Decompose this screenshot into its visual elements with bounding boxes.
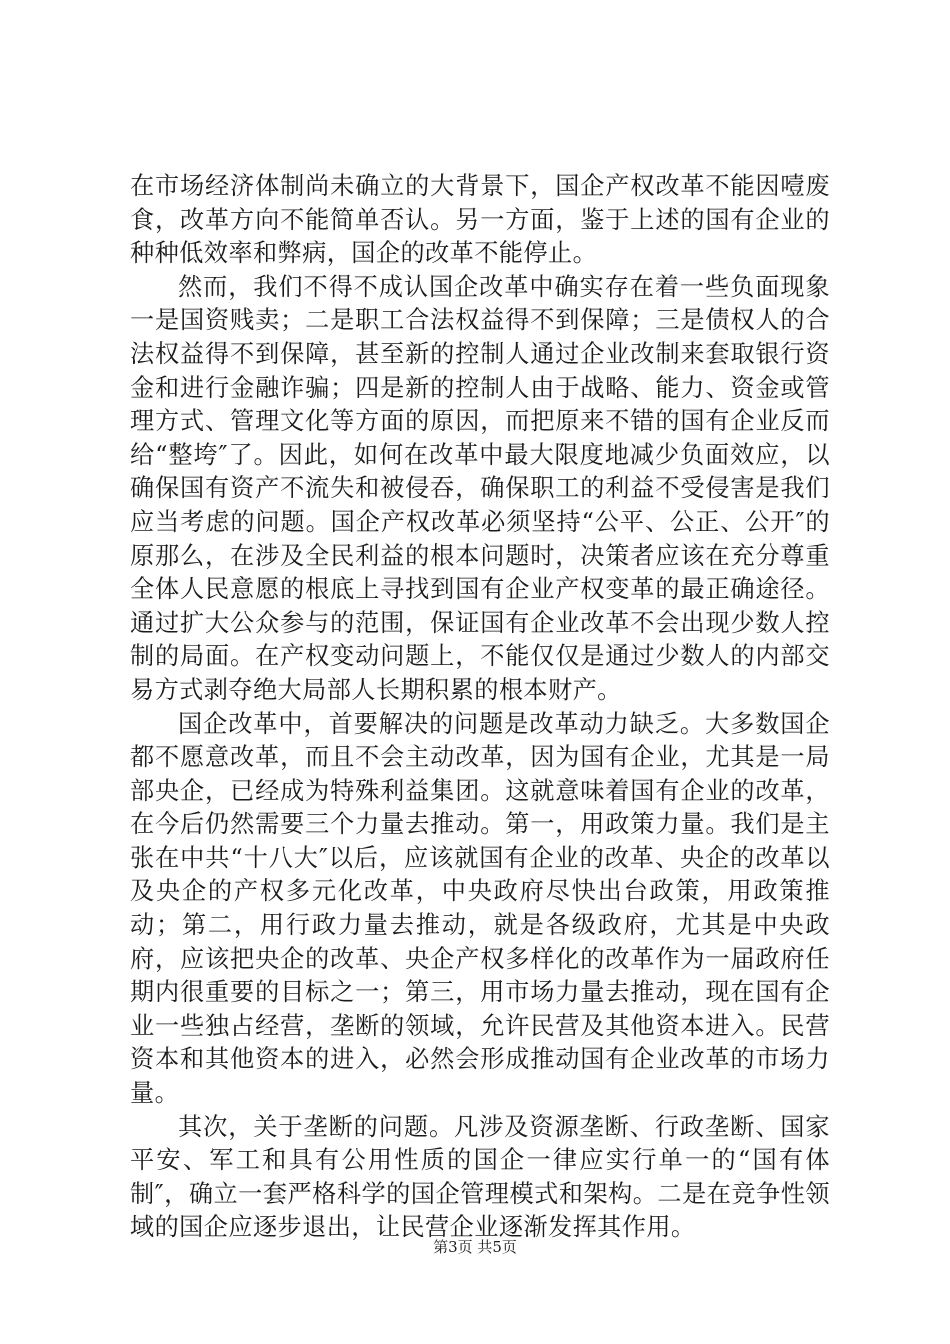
page-footer: 第3页 共5页 xyxy=(433,1238,517,1256)
paragraph-4: 其次，关于垄断的问题。凡涉及资源垄断、行政垄断、国家平安、军工和具有公用性质的国企一律应实行单一的“国有体制″，确立一套严格科学的国企管理模式和架构。二是在竞争性领域的国企应逐步退出，让民营企业逐渐发挥其作用。 xyxy=(130,1112,830,1242)
paragraph-3: 国企改革中，首要解决的问题是改革动力缺乏。大多数国企都不愿意改革，而且不会主动改革，因为国有企业，尤其是一局部央企，已经成为特殊利益集团。这就意味着国有企业的改革，在今后仍然需要三个力量去推动。第一，用政策力量。我们是主张在中共“十八大″以后，应该就国有企业的改革、央企的改革以及央企的产权多元化改革，中央政府尽快出台政策，用政策推动；第二，用行政力量去推动，就是各级政府，尤其是中央政府，应该把央企的改革、央企产权多样化的改革作为一届政府任期内很重要的目标之一；第三，用市场力量去推动，现在国有企业一些独占经营，垄断的领域，允许民营及其他资本进入。民营资本和其他资本的进入，必然会形成推动国有企业改革的市场力量。 xyxy=(130,709,830,1108)
paragraph-1: 在市场经济体制尚未确立的大背景下，国企产权改革不能因噎废食，改革方向不能简单否认。另一方面，鉴于上述的国有企业的种种低效率和弊病，国企的改革不能停止。 xyxy=(130,172,830,268)
paragraph-2: 然而，我们不得不成认国企改革中确实存在着一些负面现象一是国资贱卖；二是职工合法权益得不到保障；三是债权人的合法权益得不到保障，甚至新的控制人通过企业改制来套取银行资金和进行金融诈骗；四是新的控制人由于战略、能力、资金或管理方式、管理文化等方面的原因，而把原来不错的国有企业反而给“整垮″了。因此，如何在改革中最大限度地减少负面效应，以确保国有资产不流失和被侵吞，确保职工的利益不受侵害是我们应当考虑的问题。国企产权改革必须坚持“公平、公正、公开″的原那么，在涉及全民利益的根本问题时，决策者应该在充分尊重全体人民意愿的根底上寻找到国有企业产权变革的最正确途径。通过扩大公众参与的范围，保证国有企业改革不会出现少数人控制的局面。在产权变动问题上，不能仅仅是通过少数人的内部交易方式剥夺绝大局部人长期积累的根本财产。 xyxy=(130,272,830,704)
document-body xyxy=(130,170,830,1245)
